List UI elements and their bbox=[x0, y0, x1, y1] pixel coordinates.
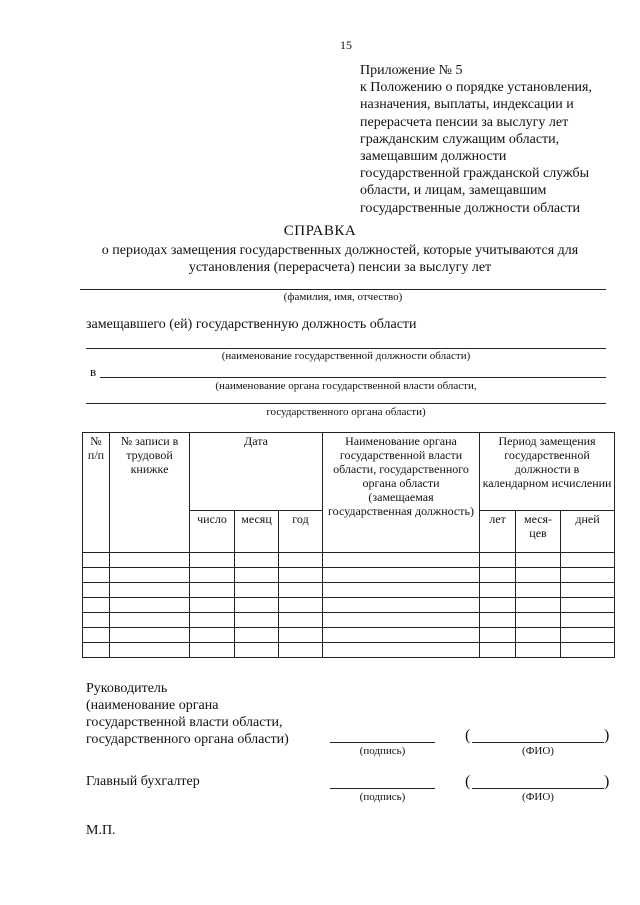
accountant-fio-line[interactable] bbox=[472, 788, 604, 789]
head-line: государственной власти области, bbox=[86, 715, 283, 730]
stamp-place: М.П. bbox=[86, 823, 116, 838]
appendix-line: области, и лицам, замещавшим bbox=[360, 183, 547, 199]
table-row[interactable] bbox=[83, 553, 615, 568]
header-years: лет bbox=[480, 511, 516, 553]
document-title: СПРАВКА bbox=[283, 223, 357, 239]
appendix-block bbox=[360, 62, 620, 217]
table-row[interactable] bbox=[83, 583, 615, 598]
appendix-line: назначения, выплаты, индексации и bbox=[360, 97, 574, 113]
appendix-line: перерасчета пенсии за выслугу лет bbox=[360, 114, 569, 130]
organ-line-2[interactable] bbox=[86, 403, 606, 404]
accountant-label: Главный бухгалтер bbox=[86, 774, 200, 789]
organ-line-1[interactable] bbox=[100, 377, 606, 378]
fio-caption: (фамилия, имя, отчество) bbox=[283, 291, 403, 303]
position-line[interactable] bbox=[86, 348, 606, 349]
head-fio-line[interactable] bbox=[472, 742, 604, 743]
accountant-signature-caption: (подпись) bbox=[359, 791, 406, 803]
head-line: государственного органа области) bbox=[86, 732, 289, 747]
paren-close: ) bbox=[604, 773, 610, 790]
table-row[interactable] bbox=[83, 568, 615, 583]
head-line: Руководитель bbox=[86, 681, 168, 696]
appendix-line: замещавшим должности bbox=[360, 149, 507, 165]
header-day: число bbox=[190, 511, 235, 553]
accountant-signature-line[interactable] bbox=[330, 788, 435, 789]
table-row[interactable] bbox=[83, 643, 615, 658]
table-row[interactable] bbox=[83, 598, 615, 613]
header-num: № п/п bbox=[83, 433, 110, 553]
position-text: замещавшего (ей) государственную должность области bbox=[86, 317, 417, 332]
in-label: в bbox=[90, 364, 97, 379]
header-month: месяц bbox=[235, 511, 279, 553]
page-number: 15 bbox=[340, 38, 352, 52]
paren-close: ) bbox=[604, 727, 610, 744]
head-fio-caption: (ФИО) bbox=[522, 745, 554, 757]
header-organ bbox=[323, 433, 480, 553]
appendix-title: Приложение № 5 bbox=[360, 63, 463, 78]
periods-table bbox=[82, 432, 615, 658]
appendix-line: гражданским служащим области, bbox=[360, 131, 560, 147]
header-days: дней bbox=[561, 511, 615, 553]
organ-caption-1: (наименование органа государственной власти области, bbox=[215, 380, 477, 392]
table-row[interactable] bbox=[83, 628, 615, 643]
document-subtitle: о периодах замещения государственных должностей, которые учитываются для установления (перерасчета) пенсии за выслугу лет bbox=[101, 243, 579, 275]
header-date: Дата bbox=[190, 433, 323, 511]
head-block bbox=[86, 680, 289, 748]
head-signature-caption: (подпись) bbox=[359, 745, 406, 757]
header-organ-name: Наименование органа государственной власти области, государственного органа области bbox=[333, 434, 469, 490]
paren-open: ( bbox=[465, 727, 471, 744]
header-period: Период замещения государственной должности в календарном исчислении bbox=[480, 433, 615, 511]
appendix-line: к Положению о порядке установления, bbox=[360, 80, 592, 96]
accountant-fio-caption: (ФИО) bbox=[522, 791, 554, 803]
organ-caption-2: государственного органа области) bbox=[266, 406, 426, 418]
table-row[interactable] bbox=[83, 613, 615, 628]
header-organ-sub: (замещаемая государственная должность) bbox=[328, 490, 474, 518]
head-line: (наименование органа bbox=[86, 698, 219, 713]
header-record: № записи в трудовой книжке bbox=[110, 433, 190, 553]
appendix-line: государственные должности области bbox=[360, 200, 580, 216]
fio-line[interactable] bbox=[80, 289, 606, 290]
header-months: меся-цев bbox=[516, 511, 561, 553]
position-caption: (наименование государственной должности области) bbox=[221, 350, 471, 362]
appendix-line: государственной гражданской службы bbox=[360, 166, 590, 182]
paren-open: ( bbox=[465, 773, 471, 790]
head-signature-line[interactable] bbox=[330, 742, 435, 743]
header-year: год bbox=[279, 511, 323, 553]
